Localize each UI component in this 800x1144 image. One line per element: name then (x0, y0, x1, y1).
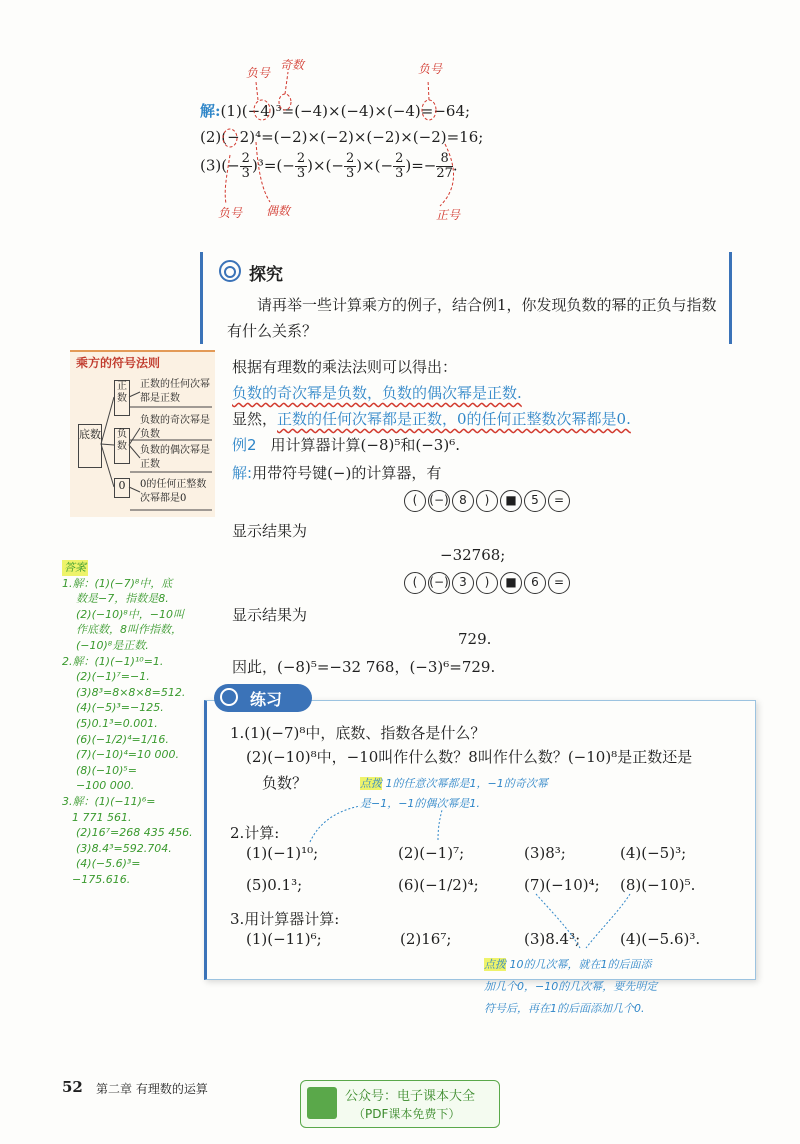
sign-rule-base: 底数 (78, 424, 102, 468)
annotation-even: 偶数 (266, 204, 291, 218)
hint-arrows (290, 800, 650, 970)
calculator-keys-2 (404, 572, 572, 594)
page-number: 52 (62, 1078, 83, 1096)
q3-title: 3.用计算器计算: (230, 910, 340, 928)
key: ■ (500, 490, 522, 512)
answer-line: (5)0.1³=0.001. (76, 716, 158, 730)
sign-rule-title: 乘方的符号法则 (76, 356, 161, 370)
key: ■ (500, 572, 522, 594)
stamp-line-1: 公众号：电子课本大全 (345, 1089, 476, 1104)
q3-item-4: (4)(−5.6)³. (620, 930, 701, 948)
q2-item-5: (5)0.1³; (246, 876, 303, 894)
sign-rule-sidebar (70, 350, 215, 517)
explore-text: 请再举一些计算乘方的例子，结合例1，你发现负数的幂的正负与指数有什么关系？ (227, 296, 717, 340)
key: ( (404, 572, 426, 594)
answer-line: −175.616. (72, 872, 131, 886)
annotation-negative-sign-bottom: 负号 (218, 206, 243, 220)
q2-title: 2.计算: (230, 824, 280, 842)
answer-line: 2.解：(1)(−1)¹⁰=1. (62, 654, 164, 668)
stamp (300, 1080, 500, 1128)
sign-rule-r2: 负数的奇次幂是负数 (140, 415, 210, 440)
answer-line: 1 771 561. (72, 810, 132, 824)
q3-item-3: (3)8.4³; (524, 930, 581, 948)
result-2: 729. (458, 630, 492, 648)
solution-label: 解: (200, 102, 221, 120)
sign-rule-negative: 负数 (114, 428, 130, 464)
book-icon (307, 1087, 337, 1119)
body-line-3: 显然，正数的任何次幂都是正数，0的任何正整数次幂都是0. (232, 410, 631, 428)
hint-1: 点拨 1的任意次幂都是1，−1的奇次幂 是−1，−1的偶次幂是1. (360, 777, 548, 810)
key: (−) (428, 572, 450, 594)
hint-2: 点拨 10的几次幂，就在1的后面添 加几个0，−10的几次幂，要先明定 符号后，再在1的后面添加几个0. (484, 958, 658, 1015)
explore-title: 探究 (249, 265, 283, 285)
answer-line: (6)(−1/2)⁴=1/16. (76, 732, 169, 746)
key: (−) (428, 490, 450, 512)
answers-title: 答案 (64, 561, 86, 574)
answer-line: (2)16⁷=268 435 456. (76, 826, 193, 840)
sign-rule-r3: 负数的偶次幂是正数 (140, 445, 210, 470)
annotation-negative-sign: 负号 (246, 66, 271, 80)
annotation-negative-sign-right: 负号 (418, 62, 443, 76)
chapter-title: 第二章 有理数的运算 (96, 1082, 208, 1096)
sign-rule-zero: 0 (114, 478, 130, 498)
answer-line: 3.解：(1)(−11)⁶= (62, 794, 156, 808)
q2-item-8: (8)(−10)⁵. (620, 876, 696, 894)
answer-line: (4)(−5.6)³= (76, 857, 141, 871)
sign-rule-branches (70, 352, 215, 517)
solution-line-2: (2)(−2)⁴=(−2)×(−2)×(−2)×(−2)=16; (200, 128, 484, 146)
q2-item-7: (7)(−10)⁴; (524, 876, 600, 894)
annotation-odd: 奇数 (280, 58, 305, 72)
answer-line: −100 000. (76, 779, 135, 793)
q2-item-3: (3)8³; (524, 844, 566, 862)
key: 6 (524, 572, 546, 594)
explore-icon (219, 260, 241, 282)
answer-line: 作底数，8叫作指数， (76, 623, 182, 637)
result-1: −32768; (440, 546, 506, 564)
stamp-line-2: （PDF课本免费下） (353, 1107, 461, 1121)
sign-rule-positive: 正数 (114, 380, 130, 416)
body-line-1: 根据有理数的乘法法则可以得出： (232, 358, 458, 376)
sign-rule-r4: 0的任何正整数次幂都是0 (140, 479, 207, 504)
q3-item-1: (1)(−11)⁶; (246, 930, 322, 948)
answer-line: 数是−7，指数是8. (76, 592, 169, 606)
annotation-positive-sign: 正号 (436, 208, 461, 222)
explore-panel (200, 252, 735, 344)
q2-item-4: (4)(−5)³; (620, 844, 687, 862)
answer-line: (−10)⁸是正数. (76, 638, 149, 652)
calculator-keys-1 (404, 490, 572, 512)
answer-line: (2)(−1)⁷=−1. (76, 670, 150, 684)
key: = (548, 572, 570, 594)
annotation-arrows (200, 60, 480, 230)
q2-item-2: (2)(−1)⁷; (398, 844, 465, 862)
answer-line: (8)(−10)⁵= (76, 763, 138, 777)
q2-item-1: (1)(−1)¹⁰; (246, 844, 319, 862)
key: 3 (452, 572, 474, 594)
key: 8 (452, 490, 474, 512)
q1-part3: 负数？ (262, 774, 308, 792)
solution-line-3: (3)(− $\frac{2}{3}$ )³=(− $\frac{2}{3}$ )×(− $\frac{2}{3}$ )×(− $\frac{2}{3}$ )=− $\frac{8}{27}$ . (200, 151, 458, 181)
q2-item-6: (6)(−1/2)⁴; (398, 876, 479, 894)
answer-line: (7)(−10)⁴=10 000. (76, 748, 179, 762)
show-result-2: 显示结果为 (232, 606, 308, 624)
answer-line: (3)8.4³=592.704. (76, 841, 172, 855)
key: 5 (524, 490, 546, 512)
body-line-2: 负数的奇次幂是负数，负数的偶次幂是正数. (232, 384, 522, 402)
practice-header (214, 684, 312, 712)
answer-line: (3)8³=8×8×8=512. (76, 685, 186, 699)
show-result-1: 显示结果为 (232, 522, 308, 540)
answer-line: (2)(−10)⁸中，−10叫 (76, 607, 185, 621)
conclusion: 因此，(−8)⁵=−32 768，(−3)⁶=729. (232, 658, 496, 676)
q1-part1: 1.(1)(−7)⁸中，底数、指数各是什么？ (230, 724, 486, 742)
key: = (548, 490, 570, 512)
key: ( (404, 490, 426, 512)
practice-title: 练习 (250, 690, 283, 709)
practice-icon (220, 688, 238, 706)
explore-panel-right-border (729, 252, 732, 344)
q1-part2: (2)(−10)⁸中，−10叫作什么数？8叫作什么数？(−10)⁸是正数还是 (246, 748, 693, 766)
answer-line: (4)(−5)³=−125. (76, 701, 164, 715)
sign-rule-r1: 正数的任何次幂都是正数 (140, 379, 210, 404)
key: ) (476, 572, 498, 594)
q3-item-2: (2)16⁷; (400, 930, 452, 948)
example-2: 例2 用计算器计算(−8)⁵和(−3)⁶. (232, 436, 460, 454)
solution-line-1: 解:(1)(−4)³=(−4)×(−4)×(−4)=−64; (200, 102, 471, 120)
answers-column (62, 560, 210, 887)
key: ) (476, 490, 498, 512)
example-2-solution: 解:用带符号键(−)的计算器，有 (232, 464, 442, 482)
answer-line: 1.解：(1)(−7)⁸中，底 (62, 576, 173, 590)
